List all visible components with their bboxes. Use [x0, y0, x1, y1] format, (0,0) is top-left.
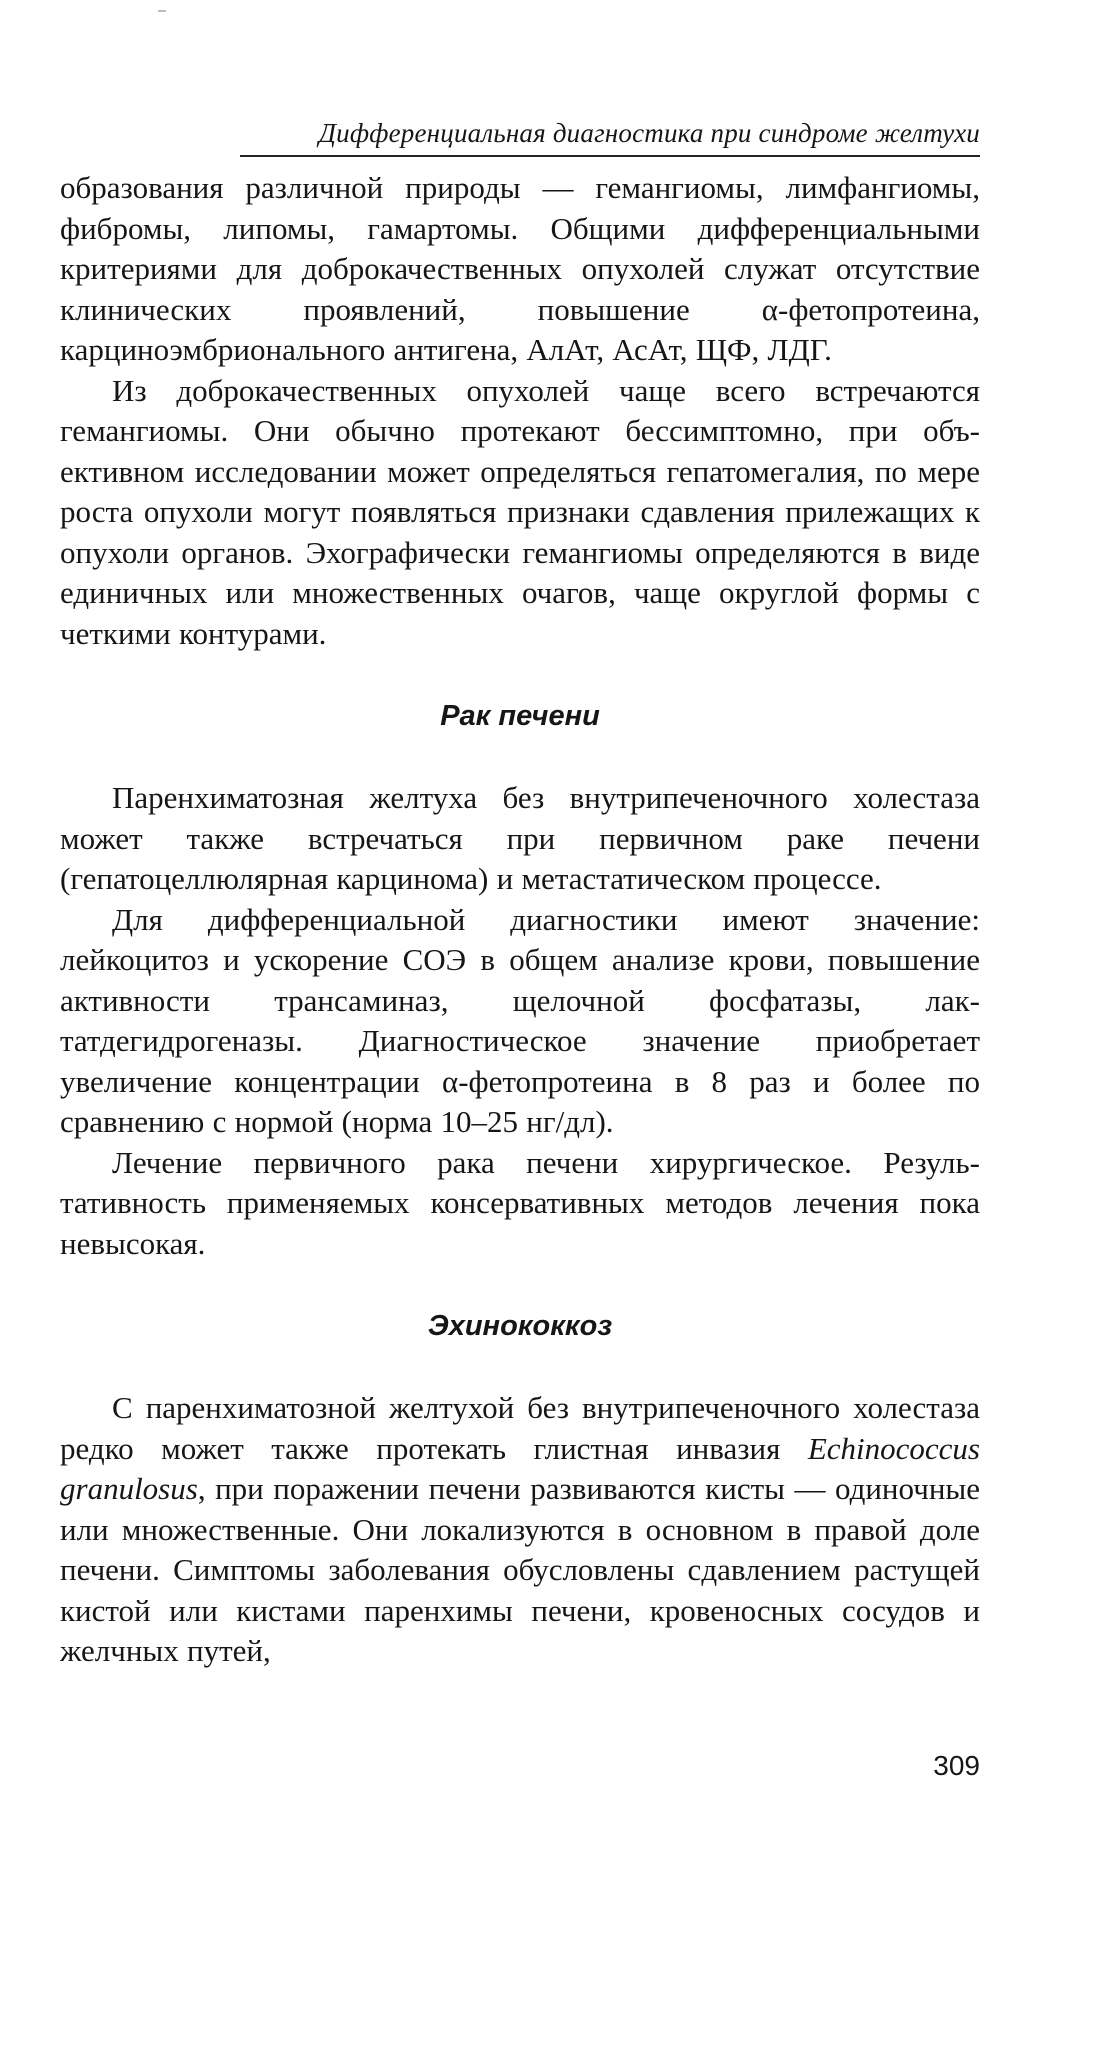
header-rule [240, 155, 980, 157]
paragraph-benign-tumors-continued: образования различной природы — гемангиомы, лимфангиомы, фибромы, липомы, гамартомы. Общими дифференциальными критериями для доброкачественных опухолей служат отсутствие клинических проявлений, повышение α-фетопротеина, карциноэмбрионального антигена, АлАт, АсАт, ЩФ, ЛДГ. [60, 170, 980, 367]
paragraph-echinococcosis-end: , при поражении печени развиваются кисты — одиночные или множественные. Они локализуются в основном в правой доле печени. Симптомы заболевания обусловлены сдавлением растущей кистой или кистами паренхимы печени, кровеносных сосудов и желчных путей, [60, 1471, 980, 1668]
paragraph-treatment: Лечение первичного рака печени хирургическое. Результативность применяемых консервативных методов лечения пока невысокая. [60, 1144, 980, 1261]
paragraph-echinococcosis-start: С паренхиматозной желтухой без внутрипеченочного холестаза редко может также протекать глистная инвазия [60, 1390, 980, 1466]
paragraph-echinococcosis [60, 1388, 980, 1672]
body-text [60, 168, 980, 1672]
scan-speck [158, 10, 166, 12]
running-title: Дифференциальная диагностика при синдроме желтухи [318, 118, 980, 148]
heading-echinococcosis: Эхинококкоз [427, 1310, 613, 1342]
running-header [60, 112, 980, 158]
paragraph-differential-diagnosis: Для дифференциальной диагностики имеют значение: лейкоцитоз и ускорение СОЭ в общем анализе крови, повышение активности трансаминаз, щелочной фосфатазы, лактатдегидрогеназы. Диагностическое значение приобретает увеличение концентрации α-фетопротеина в 8 раз и более по сравнению с нормой (норма 10–25 нг/дл). [60, 901, 980, 1139]
paragraph-parenchymal-jaundice: Паренхиматозная желтуха без внутрипеченочного холестаза может также встречаться при первичном раке печени (гепатоцеллюлярная карцинома) и метастатическом процессе. [60, 780, 980, 896]
book-page [60, 0, 980, 2050]
latin-species-name: Echinococcus granulosus [60, 1430, 980, 1506]
paragraph-hemangiomas: Из доброкачественных опухолей чаще всего встречаются гемангиомы. Они обычно протекают бессимптомно, при объективном исследовании может определяться гепатомегалия, по мере роста опухоли могут появляться признаки сдавления прилежащих к опухоли органов. Эхографически гемангиомы определяются в виде единичных или множественных очагов, чаще округлой формы с четкими контурами. [60, 372, 980, 651]
heading-liver-cancer: Рак печени [440, 700, 600, 732]
page-number: 309 [933, 1750, 980, 1781]
